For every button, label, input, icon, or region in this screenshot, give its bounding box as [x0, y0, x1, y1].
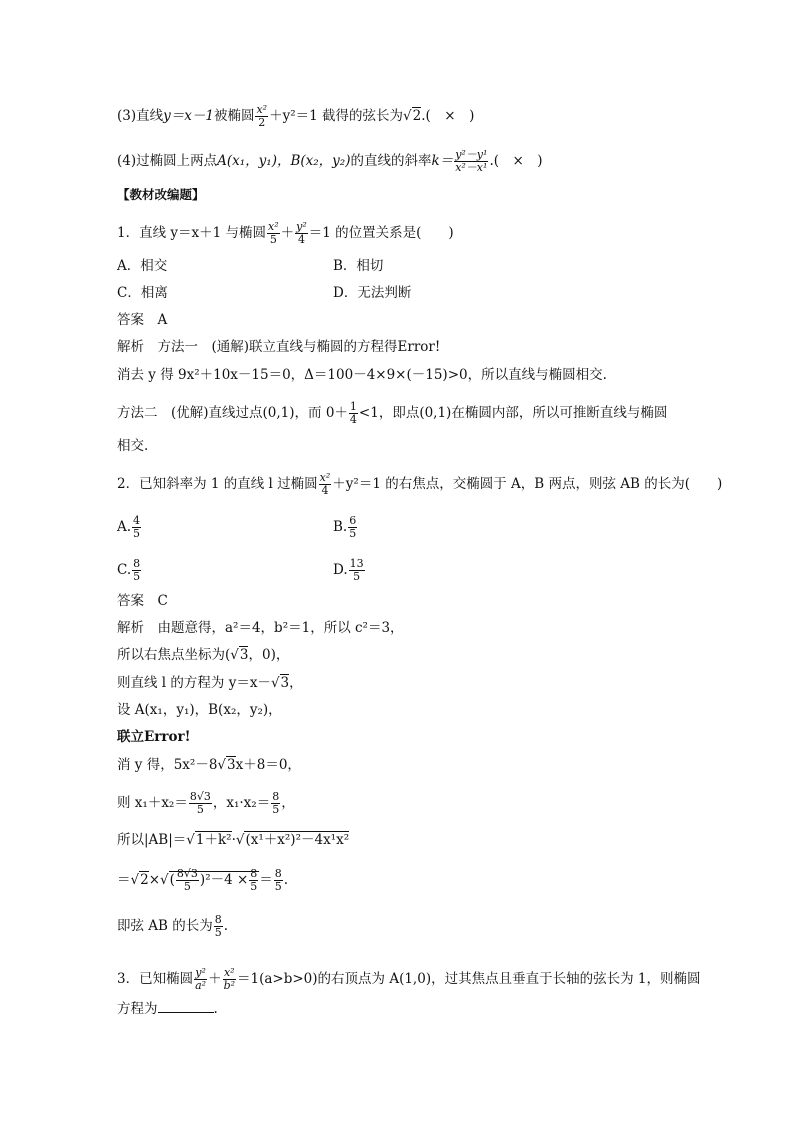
- q3-stem-2: 方程为 .: [117, 1001, 218, 1017]
- q1-option-d: D．无法判断: [333, 285, 412, 301]
- section-title: 【教材改编题】: [117, 187, 205, 202]
- item-4: [117, 149, 543, 174]
- q2-solution-5: 联立Error!: [117, 729, 191, 745]
- mark: .( × ): [489, 153, 543, 169]
- fraction: $\frac{1}{4}$: [349, 400, 357, 426]
- q1-analysis-4: 相交.: [117, 438, 149, 454]
- q3-stem: 3．已知椭圆 $\frac{\text{y²}}{\text{a²}}$ ＋ $\frac{\text{x²}}{\text{b²}}$ ＝1(a>b>0)的右顶点为 A(1,0)，过其焦点且垂直于长轴的弦长为 1，则椭圆: [117, 966, 701, 992]
- q2-solution-9: ＝√2×√( $\frac{8√3}{5}$ )²－4 × $\frac{8}{5}$ ＝ $\frac{8}{5}$ .: [117, 867, 289, 893]
- mark: .( × ): [421, 108, 475, 124]
- q2-solution-10: 即弦 AB 的长为 $\frac{8}{5}$ .: [117, 913, 229, 939]
- text: 的直线的斜率: [350, 153, 432, 169]
- q2-option-b: B. $\frac{6}{5}$: [333, 514, 357, 540]
- points: A(x₁，y₁)，B(x₂，y₂): [217, 153, 351, 169]
- fraction: $\frac{\text{y²}}{4}$: [296, 220, 307, 246]
- q2-solution-6: 消 y 得，5x²－8√3x＋8＝0，: [117, 757, 301, 773]
- q2-solution-3: 则直线 l 的方程为 y＝x－√3，: [117, 675, 303, 691]
- fraction: $\frac{\text{x²}}{5}$: [268, 220, 279, 246]
- q2-solution-2: 所以右焦点坐标为(√3，0)，: [117, 647, 290, 663]
- fraction: $\frac{\text{y²－y¹}}{\text{x²－x¹}}$: [455, 148, 488, 174]
- fraction: $\frac{\text{x²}}{2}$: [256, 103, 268, 129]
- q1-analysis-1: 解析 方法一 (通解)联立直线与椭圆的方程得Error!: [117, 339, 441, 355]
- q2-option-a: A. $\frac{4}{5}$: [117, 514, 141, 540]
- q1-option-b: B．相切: [333, 258, 384, 274]
- q1-stem: 1．直线 y＝x＋1 与椭圆 $\frac{\text{x²}}{5}$ ＋ $\frac{\text{y²}}{4}$ ＝1 的位置关系是( ): [117, 220, 454, 246]
- text: (3)直线: [117, 108, 164, 124]
- q2-option-c: C. $\frac{8}{5}$: [117, 557, 141, 583]
- text: (4)过椭圆上两点: [117, 153, 218, 169]
- sqrt: 2: [412, 108, 422, 124]
- q2-stem: 2．已知斜率为 1 的直线 l 过椭圆 $\frac{\text{x²}}{4}$ ＋y²＝1 的右焦点，交椭圆于 A，B 两点，则弦 AB 的长为( ): [117, 471, 723, 497]
- k: k＝: [431, 153, 454, 169]
- q2-solution-4: 设 A(x₁，y₁)，B(x₂，y₂)，: [117, 702, 282, 718]
- q2-option-d: D. $\frac{13}{5}$: [333, 557, 364, 583]
- q2-solution-7: 则 x₁＋x₂＝ $\frac{8√3}{5}$ ，x₁·x₂＝ $\frac{8}{5}$ ，: [117, 790, 295, 816]
- text: ＋y²＝1 截得的弦长为: [269, 108, 404, 124]
- q1-answer: 答案 A: [117, 312, 168, 328]
- equation: y＝x－1: [163, 108, 214, 124]
- item-3: (3)直线y＝x－1被椭圆 $\frac{\text{x²}}{2}$ ＋y²＝1 截得的弦长为√2.( × ): [117, 103, 475, 129]
- q1-analysis-2: 消去 y 得 9x²＋10x－15＝0，Δ＝100－4×9×(－15)>0，所以直线与椭圆相交.: [117, 367, 607, 383]
- q2-solution-8: 所以|AB|＝√1＋k²·√(x¹＋x²)²－4x¹x²: [117, 832, 350, 848]
- q1-analysis-3: 方法二 (优解)直线过点(0,1)，而 0＋ $\frac{1}{4}$ <1，即点(0,1)在椭圆内部，所以可推断直线与椭圆: [117, 400, 668, 426]
- q1-option-c: C．相离: [117, 285, 168, 301]
- fraction: $\frac{\text{x²}}{4}$: [319, 471, 331, 497]
- q2-solution-1: 解析 由题意得，a²＝4，b²＝1，所以 c²＝3，: [117, 620, 404, 636]
- q2-answer: 答案 C: [117, 593, 168, 609]
- q1-option-a: A．相交: [117, 258, 168, 274]
- answer-blank[interactable]: [158, 1000, 214, 1013]
- text: 被椭圆: [213, 108, 255, 124]
